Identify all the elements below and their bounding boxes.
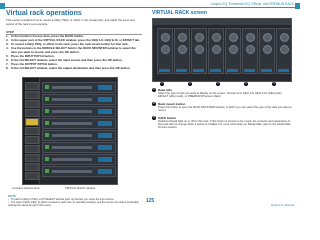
rack-slot bbox=[191, 28, 207, 74]
virtual-rack-area bbox=[40, 80, 115, 182]
step-number: 4. bbox=[6, 46, 9, 50]
step-number: 6. bbox=[6, 57, 9, 62]
item-number: 3 bbox=[153, 115, 155, 119]
section-title: Virtual rack operations bbox=[6, 10, 82, 17]
step-list bbox=[6, 35, 142, 71]
note-text: The type of GEQ, PEQ, or effect mounted in each rack, its operating settings, and the source and output destination settings are saved as part of the scene. bbox=[8, 201, 139, 208]
rack-row bbox=[42, 82, 116, 93]
rack-row bbox=[42, 118, 116, 129]
item-title: Rack tabs bbox=[158, 88, 173, 92]
callout-row bbox=[152, 82, 290, 87]
function-key bbox=[25, 163, 39, 171]
step-item bbox=[6, 67, 142, 71]
step-number: 1. bbox=[6, 34, 9, 38]
item-title: Rack mount button bbox=[158, 101, 186, 106]
rack-slot bbox=[157, 28, 173, 74]
note-title: NOTE bbox=[8, 194, 16, 198]
virtual-rack-window-screenshot bbox=[22, 77, 118, 185]
function-key bbox=[25, 172, 39, 180]
step-item bbox=[6, 47, 142, 54]
rack-row bbox=[42, 106, 116, 117]
function-key bbox=[25, 154, 39, 162]
step-number: 3. bbox=[6, 42, 9, 46]
callout-marker: 3 bbox=[217, 82, 219, 85]
manual-name: Reference Manual bbox=[271, 203, 294, 207]
rack-slot bbox=[208, 28, 224, 74]
rack-slot bbox=[174, 28, 190, 74]
step-label: STEP bbox=[6, 30, 142, 35]
rack-function-key bbox=[25, 118, 39, 126]
step-text: Press the OUTPUT PATCH button. bbox=[11, 61, 58, 66]
description-list bbox=[152, 88, 292, 133]
step-number: 8. bbox=[6, 65, 9, 70]
rack-slot bbox=[276, 28, 292, 74]
function-key bbox=[25, 100, 39, 108]
intro-paragraph: This section explains how to mount a GEQ, PEQ, or effect in the virtual rack, and patch the input and output of the rack to an example. bbox=[6, 18, 135, 26]
virtual-rack-screen-screenshot bbox=[152, 18, 292, 82]
function-key bbox=[25, 109, 39, 117]
rack-row bbox=[42, 166, 116, 177]
chapter-tab-left bbox=[0, 3, 5, 9]
rack-row bbox=[42, 154, 116, 165]
screen-title: VIRTUAL RACK screen bbox=[152, 10, 207, 16]
header-rule bbox=[0, 7, 300, 8]
rack-tab-bar bbox=[153, 19, 291, 25]
function-key bbox=[25, 145, 39, 153]
virtual-rack-window-caption: VIRTUAL RACK window bbox=[64, 186, 96, 190]
function-key bbox=[25, 127, 39, 135]
step-text: In the CH SELECT window, select the output destination and then press the OK button. bbox=[11, 65, 131, 70]
note-text: To patch a GEQ or PEQ, a CH SELECT window pops up that lets you select the input source. bbox=[11, 198, 115, 201]
item-body: Select the type of rack you want to display on the screen. Choose from GEQ 1-8, GEQ 9-16 (GEQ rack), EFFECT (effect rack), or PREMIUM (Premium Rack). bbox=[158, 92, 283, 99]
rack-slot bbox=[259, 28, 275, 74]
function-key bbox=[25, 82, 39, 90]
step-number: 2. bbox=[6, 38, 9, 42]
item-body: Press this button to open the RACK MOUNTER window, in which you can select the type of the rack you want to mount. bbox=[158, 105, 292, 113]
step-text: Press the INPUT PATCH button. bbox=[11, 53, 55, 58]
rack-row bbox=[42, 94, 116, 105]
step-text: In the CH SELECT window, select the input source and then press the OK button. bbox=[11, 57, 123, 62]
description-item bbox=[152, 116, 292, 130]
step-text: Use the buttons in the MODULE SELECT field in the RACK MOUNTER window to select the item you want to mount, and press the OK button. bbox=[11, 46, 136, 54]
function-key bbox=[25, 91, 39, 99]
item-number: 2 bbox=[153, 101, 155, 105]
step-number: 5. bbox=[6, 53, 9, 58]
item-body: Switches Recall Safe on or off for this rack. If this button is turned on for a rack, the contents and parameters of that rack will not change when a scene is recalled. For more information on Recall Safe, refer to the Recall Safe function section. bbox=[158, 119, 291, 130]
rack-slot bbox=[242, 28, 258, 74]
callout-marker: 1 bbox=[161, 82, 163, 85]
rack-row bbox=[42, 130, 116, 141]
note-item: • To patch a GEQ or PEQ, a CH SELECT window pops up that lets you select the input source. bbox=[8, 198, 115, 201]
step-text: In the upper part of the VIRTUAL RACK window, press the GEQ 1-8, GEQ 9-16, or EFFECT tab. bbox=[11, 38, 140, 42]
note-list bbox=[8, 198, 140, 207]
step-text: In the Function Access Area, press the RACK button. bbox=[11, 34, 84, 38]
callout-marker: 2 bbox=[189, 82, 191, 85]
step-number: 7. bbox=[6, 61, 9, 66]
function-access-area-caption: Function Access Area bbox=[12, 186, 40, 190]
description-item bbox=[152, 102, 292, 113]
function-key bbox=[25, 136, 39, 144]
chapter-tab-right bbox=[295, 3, 300, 9]
description-item bbox=[152, 88, 292, 99]
running-header: Graphic EQ, Parametric EQ, Effects, and PREMIUM RACK bbox=[210, 2, 294, 6]
rack-row bbox=[42, 142, 116, 153]
callout-marker: 4 bbox=[245, 82, 247, 85]
rack-slot bbox=[225, 28, 241, 74]
item-number: 1 bbox=[153, 88, 155, 91]
function-access-area bbox=[23, 78, 40, 184]
note-item: • The type of GEQ, PEQ, or effect mounted in each rack, its operating settings, and the source and output destination settings are saved as part of the scene. bbox=[8, 201, 139, 208]
callout-marker: 5 bbox=[273, 82, 275, 85]
step-text: To mount a GEQ, PEQ, or effect in the rack, press the rack mount button for that rack. bbox=[11, 42, 129, 46]
item-title: SAFE button bbox=[158, 115, 177, 120]
page-number: 125 bbox=[145, 198, 155, 204]
